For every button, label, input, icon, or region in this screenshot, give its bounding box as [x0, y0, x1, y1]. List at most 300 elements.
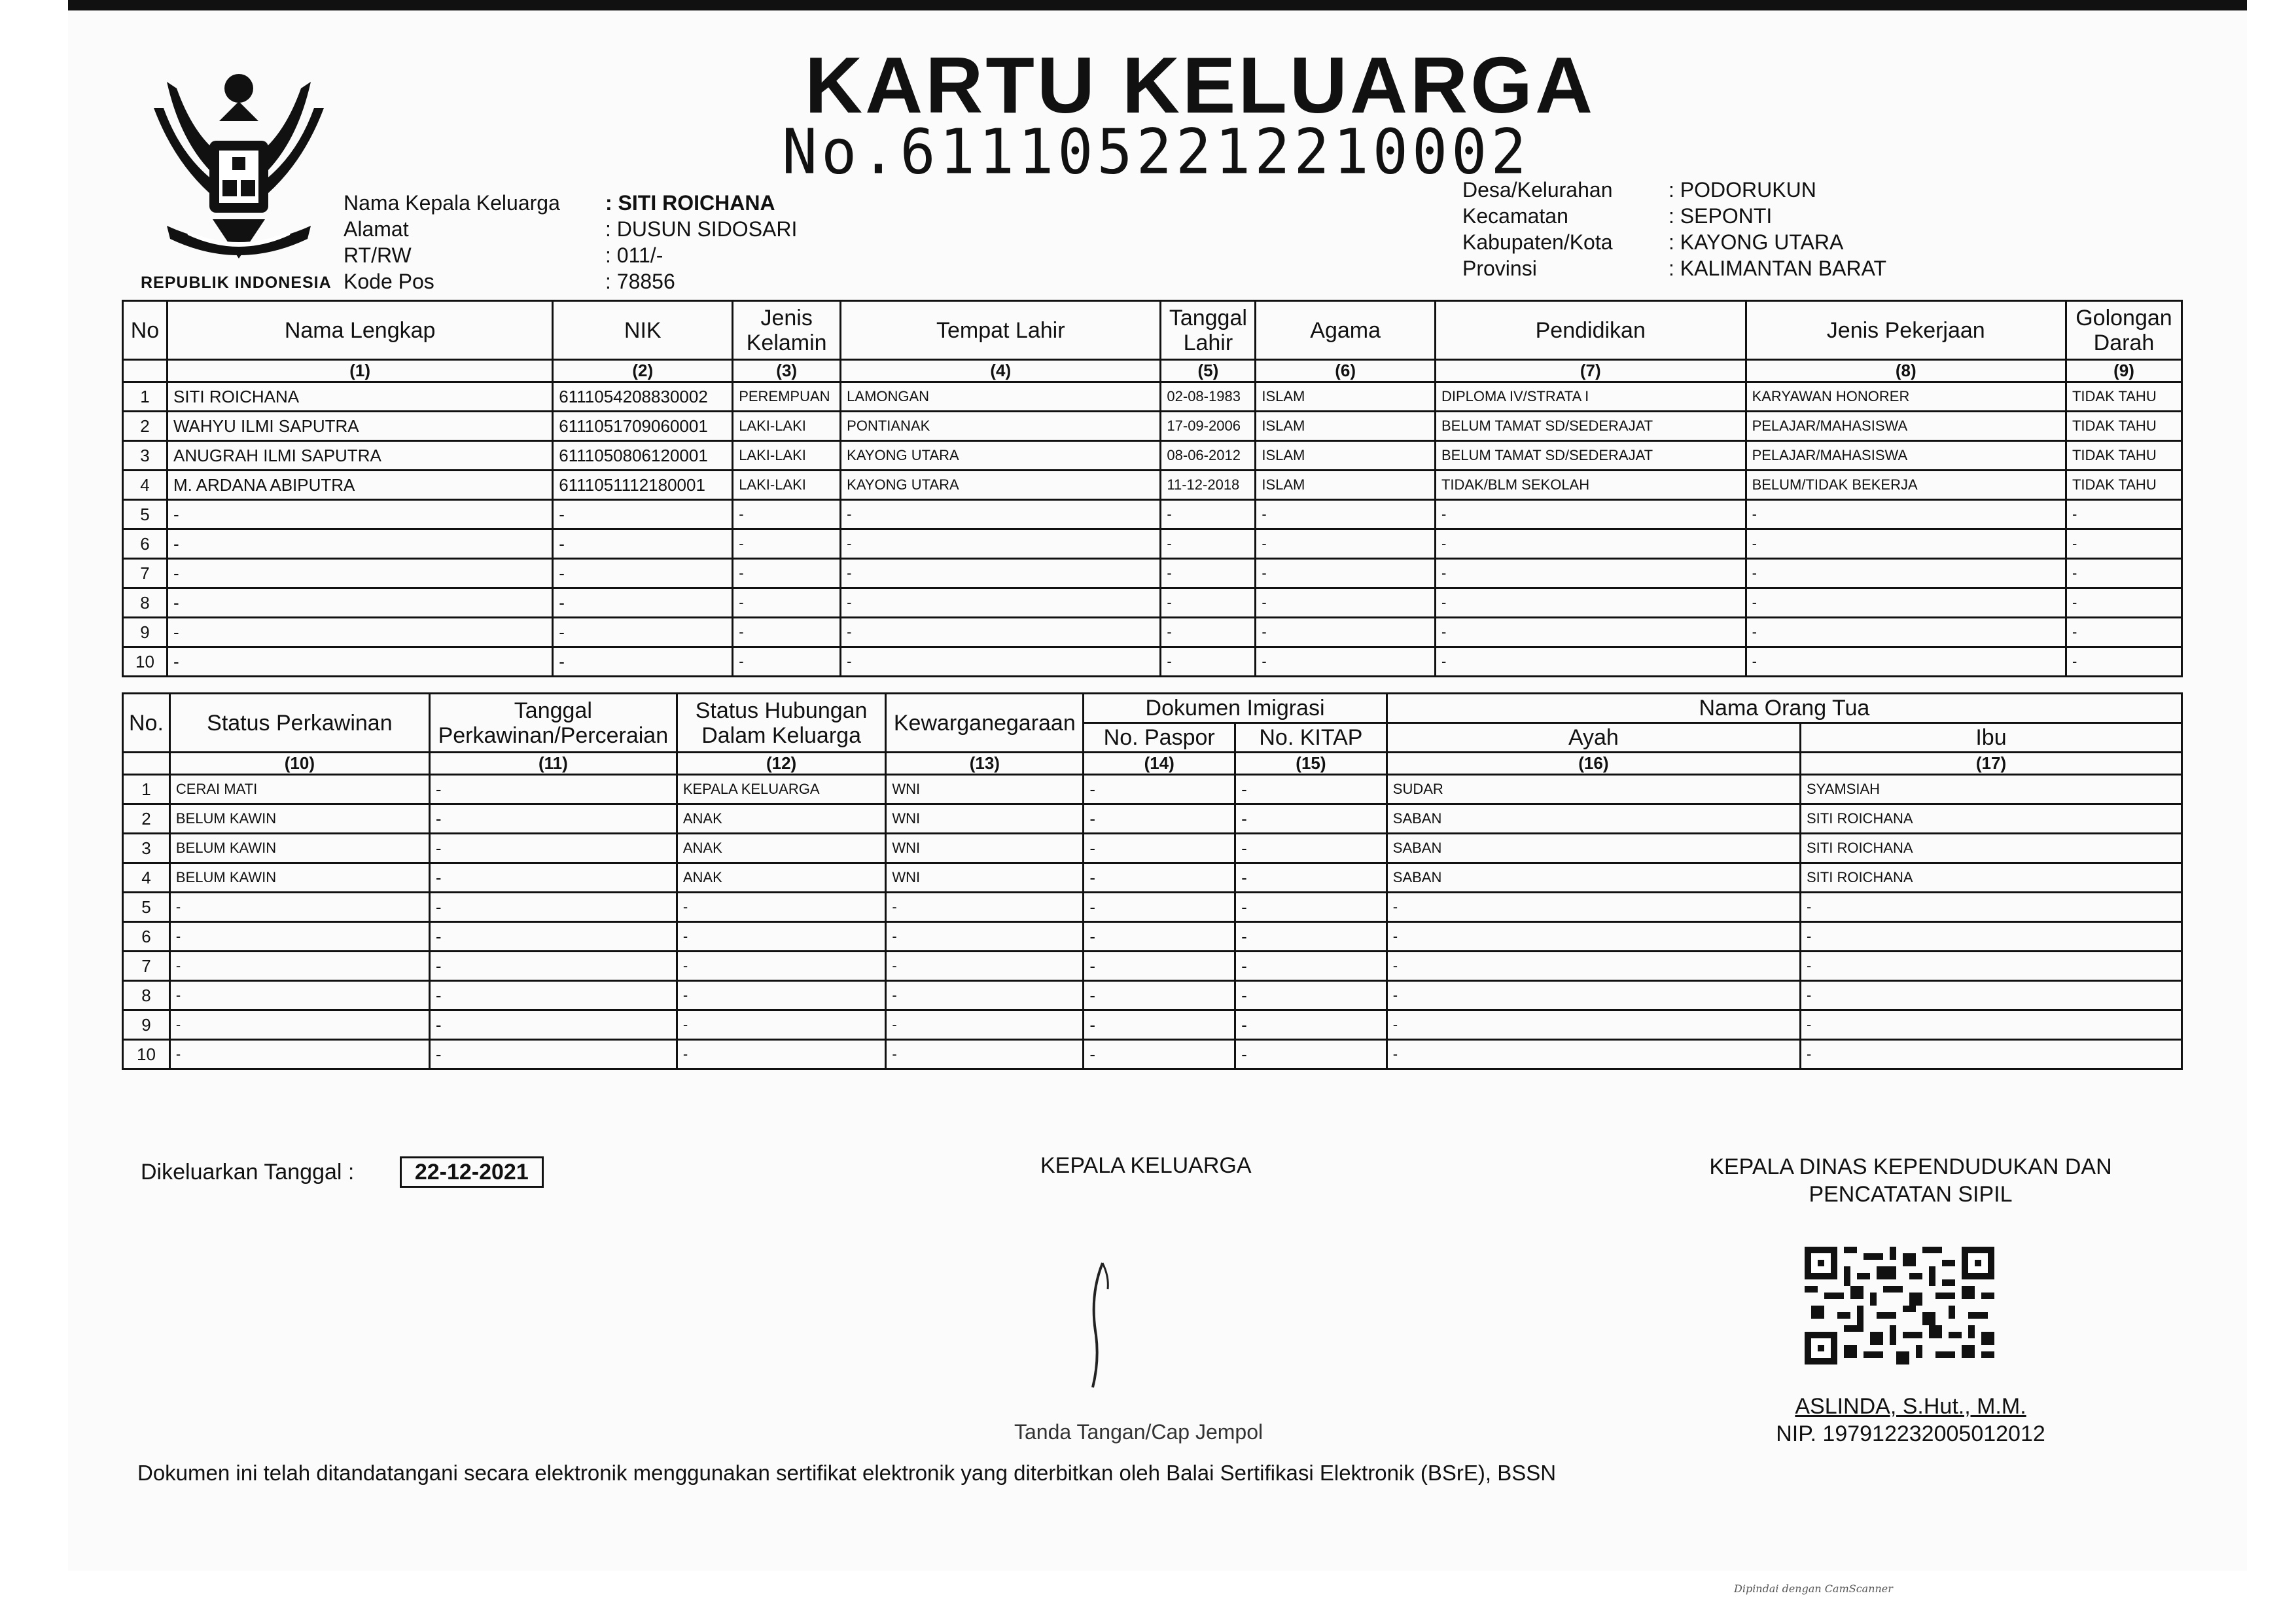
- document-number: No.6111052212210002: [782, 116, 1530, 188]
- column-number: (1): [167, 360, 552, 382]
- table-row: [123, 559, 2182, 588]
- header-pendidikan: Pendidikan: [1435, 301, 1746, 360]
- table-row: [123, 588, 2182, 618]
- table-cell: -: [733, 559, 841, 588]
- table-cell: BELUM KAWIN: [169, 804, 429, 834]
- family-status-table: [122, 692, 2183, 1070]
- table1-header-row: [123, 301, 2182, 360]
- column-number: (6): [1256, 360, 1436, 382]
- table-cell: -: [2066, 559, 2181, 588]
- info-label: Nama Kepala Keluarga: [344, 191, 560, 215]
- info-row-provinsi: [1462, 255, 1886, 281]
- table-row: [123, 775, 2182, 804]
- table-cell: SITI ROICHANA: [167, 382, 552, 412]
- table-cell: 7: [123, 952, 170, 981]
- table-row: [123, 981, 2182, 1010]
- column-number: (5): [1161, 360, 1256, 382]
- info-label: Desa/Kelurahan: [1462, 178, 1613, 202]
- table-cell: 4: [123, 471, 168, 500]
- table-cell: 17-09-2006: [1161, 412, 1256, 441]
- info-label: RT/RW: [344, 243, 412, 267]
- header-pekerjaan: Jenis Pekerjaan: [1746, 301, 2066, 360]
- table-cell: 6111054208830002: [553, 382, 733, 412]
- info-label: Kode Pos: [344, 270, 434, 293]
- table-cell: PELAJAR/MAHASISWA: [1746, 412, 2066, 441]
- garuda-emblem-icon: [141, 62, 337, 272]
- header-no: No.: [123, 694, 170, 753]
- table-cell: KAYONG UTARA: [841, 441, 1161, 471]
- dinas-line-1: KEPALA DINAS KEPENDUDUKAN DAN: [1709, 1154, 2112, 1179]
- table-row: [123, 382, 2182, 412]
- table-cell: -: [1801, 1010, 2182, 1040]
- table-cell: 08-06-2012: [1161, 441, 1256, 471]
- header-nama-orang-tua: Nama Orang Tua: [1386, 694, 2181, 723]
- table-cell: BELUM TAMAT SD/SEDERAJAT: [1435, 441, 1746, 471]
- column-number: (15): [1235, 753, 1387, 775]
- column-number: (9): [2066, 360, 2181, 382]
- table-cell: -: [167, 618, 552, 647]
- table-cell: PEREMPUAN: [733, 382, 841, 412]
- table-cell: TIDAK TAHU: [2066, 441, 2181, 471]
- table-cell: 5: [123, 500, 168, 529]
- table-cell: TIDAK/BLM SEKOLAH: [1435, 471, 1746, 500]
- document-title: KARTU KELUARGA: [805, 41, 1596, 130]
- table-cell: -: [841, 647, 1161, 677]
- table-row: [123, 441, 2182, 471]
- table-cell: SABAN: [1386, 804, 1800, 834]
- table-cell: 5: [123, 893, 170, 922]
- emblem-caption: REPUBLIK INDONESIA: [141, 274, 332, 292]
- table-cell: 6111051112180001: [553, 471, 733, 500]
- table-row: [123, 1040, 2182, 1069]
- info-value: : SEPONTI: [1669, 204, 1773, 228]
- table-cell: -: [169, 1010, 429, 1040]
- table-cell: -: [1256, 588, 1436, 618]
- column-number: (11): [429, 753, 677, 775]
- table-cell: -: [169, 981, 429, 1010]
- table-cell: -: [733, 647, 841, 677]
- header-ibu: Ibu: [1801, 723, 2182, 753]
- table-cell: -: [841, 618, 1161, 647]
- issued-label: Dikeluarkan Tanggal :: [141, 1160, 355, 1185]
- table-cell: -: [1235, 893, 1387, 922]
- table-cell: BELUM KAWIN: [169, 834, 429, 863]
- table-cell: TIDAK TAHU: [2066, 382, 2181, 412]
- table-cell: BELUM/TIDAK BEKERJA: [1746, 471, 2066, 500]
- table-row: [123, 647, 2182, 677]
- table-cell: TIDAK TAHU: [2066, 412, 2181, 441]
- column-number: (16): [1386, 753, 1800, 775]
- table-cell: -: [1746, 588, 2066, 618]
- column-number: (14): [1084, 753, 1235, 775]
- info-row-kodepos: [344, 268, 797, 294]
- table-cell: -: [1084, 981, 1235, 1010]
- header-nik: NIK: [553, 301, 733, 360]
- info-row-kabupaten: [1462, 229, 1886, 255]
- table-cell: -: [1235, 952, 1387, 981]
- header-dokumen-imigrasi: Dokumen Imigrasi: [1084, 694, 1386, 723]
- column-number: (12): [677, 753, 886, 775]
- table-cell: WAHYU ILMI SAPUTRA: [167, 412, 552, 441]
- table-cell: -: [1435, 588, 1746, 618]
- table-cell: -: [1084, 834, 1235, 863]
- table-cell: DIPLOMA IV/STRATA I: [1435, 382, 1746, 412]
- column-number: (2): [553, 360, 733, 382]
- table-cell: 6111051709060001: [553, 412, 733, 441]
- table-cell: CERAI MATI: [169, 775, 429, 804]
- table-cell: -: [2066, 588, 2181, 618]
- table-cell: -: [1084, 775, 1235, 804]
- table-cell: -: [1161, 500, 1256, 529]
- dinas-title: [1682, 1153, 2140, 1208]
- table-cell: 3: [123, 441, 168, 471]
- table-cell: KARYAWAN HONORER: [1746, 382, 2066, 412]
- table-cell: -: [167, 588, 552, 618]
- table-cell: LAKI-LAKI: [733, 412, 841, 441]
- family-members-table: [122, 300, 2183, 677]
- table-cell: -: [429, 893, 677, 922]
- table-cell: -: [2066, 500, 2181, 529]
- table-cell: -: [1084, 1010, 1235, 1040]
- table-cell: -: [1746, 618, 2066, 647]
- table-cell: SITI ROICHANA: [1801, 834, 2182, 863]
- table-cell: KEPALA KELUARGA: [677, 775, 886, 804]
- table-cell: -: [1801, 952, 2182, 981]
- header-status-perkawinan: Status Perkawinan: [169, 694, 429, 753]
- table-cell: BELUM KAWIN: [169, 863, 429, 893]
- table-cell: -: [1435, 500, 1746, 529]
- signature-caption: Tanda Tangan/Cap Jempol: [1014, 1420, 1263, 1444]
- table-cell: -: [429, 804, 677, 834]
- table-row: [123, 834, 2182, 863]
- table-cell: 02-08-1983: [1161, 382, 1256, 412]
- info-value: : PODORUKUN: [1669, 178, 1816, 202]
- table-cell: ISLAM: [1256, 441, 1436, 471]
- table-cell: 10: [123, 1040, 170, 1069]
- table-row: [123, 893, 2182, 922]
- column-number: (17): [1801, 753, 2182, 775]
- table-cell: -: [1386, 981, 1800, 1010]
- header-kewarganegaraan: Kewarganegaraan: [886, 694, 1084, 753]
- table-cell: -: [1746, 647, 2066, 677]
- table-cell: -: [1256, 529, 1436, 559]
- table-cell: -: [1801, 1040, 2182, 1069]
- table-cell: -: [553, 618, 733, 647]
- table-cell: WNI: [886, 863, 1084, 893]
- table-cell: -: [2066, 618, 2181, 647]
- table-cell: SUDAR: [1386, 775, 1800, 804]
- table-cell: -: [553, 647, 733, 677]
- table-cell: -: [1256, 500, 1436, 529]
- info-value: : DUSUN SIDOSARI: [605, 217, 798, 241]
- dinas-line-2: PENCATATAN SIPIL: [1809, 1182, 2013, 1207]
- electronic-signature-statement: Dokumen ini telah ditandatangani secara elektronik menggunakan sertifikat elektronik yang diterbitkan oleh Balai Sertifikasi Elektronik (BSrE), BSSN: [137, 1461, 1557, 1485]
- table-cell: 2: [123, 804, 170, 834]
- table-cell: -: [167, 529, 552, 559]
- table-row: [123, 1010, 2182, 1040]
- table-row: [123, 952, 2182, 981]
- table-row: [123, 618, 2182, 647]
- head-info-left: [344, 190, 797, 294]
- table-cell: -: [1256, 618, 1436, 647]
- table-cell: -: [1435, 647, 1746, 677]
- table-cell: -: [429, 1010, 677, 1040]
- table-cell: -: [1161, 559, 1256, 588]
- table-cell: -: [1084, 804, 1235, 834]
- table-cell: -: [1801, 893, 2182, 922]
- table-cell: -: [1386, 893, 1800, 922]
- table-cell: -: [1084, 1040, 1235, 1069]
- table-cell: -: [169, 893, 429, 922]
- table-cell: -: [886, 922, 1084, 952]
- table-cell: -: [733, 618, 841, 647]
- table-cell: -: [1235, 1010, 1387, 1040]
- header-nama: Nama Lengkap: [167, 301, 552, 360]
- header-golongan-darah: Golongan Darah: [2066, 301, 2181, 360]
- table-cell: ISLAM: [1256, 412, 1436, 441]
- table-cell: -: [553, 588, 733, 618]
- table-cell: ANUGRAH ILMI SAPUTRA: [167, 441, 552, 471]
- signature-stroke: [1083, 1257, 1122, 1400]
- table-cell: -: [677, 981, 886, 1010]
- table-cell: -: [677, 1010, 886, 1040]
- table-cell: LAKI-LAKI: [733, 471, 841, 500]
- table-cell: -: [1746, 529, 2066, 559]
- table-cell: -: [1386, 1010, 1800, 1040]
- info-row-rtrw: [344, 242, 797, 268]
- table-cell: -: [1435, 529, 1746, 559]
- table-cell: -: [841, 559, 1161, 588]
- table-cell: PONTIANAK: [841, 412, 1161, 441]
- column-number: (4): [841, 360, 1161, 382]
- table-row: [123, 922, 2182, 952]
- table-cell: -: [1746, 559, 2066, 588]
- table-cell: -: [886, 952, 1084, 981]
- table-cell: -: [429, 1040, 677, 1069]
- table-cell: -: [733, 529, 841, 559]
- table-cell: ANAK: [677, 863, 886, 893]
- table-cell: -: [429, 834, 677, 863]
- table-cell: -: [2066, 529, 2181, 559]
- info-label: Provinsi: [1462, 257, 1537, 280]
- table-cell: -: [429, 981, 677, 1010]
- column-number: (10): [169, 753, 429, 775]
- info-row-kecamatan: [1462, 203, 1886, 229]
- official-nip: NIP. 197912232005012012: [1776, 1421, 2045, 1446]
- table-cell: 2: [123, 412, 168, 441]
- table-cell: -: [1256, 647, 1436, 677]
- table-cell: -: [1235, 981, 1387, 1010]
- table-cell: -: [1386, 952, 1800, 981]
- scanner-watermark: Dipindai dengan CamScanner: [1734, 1582, 1893, 1595]
- table-cell: ISLAM: [1256, 471, 1436, 500]
- table-cell: -: [1435, 559, 1746, 588]
- table-row: [123, 500, 2182, 529]
- table-cell: -: [733, 588, 841, 618]
- table-cell: TIDAK TAHU: [2066, 471, 2181, 500]
- table-row: [123, 471, 2182, 500]
- column-number: (3): [733, 360, 841, 382]
- info-row-alamat: [344, 216, 797, 242]
- table-cell: -: [553, 559, 733, 588]
- table-row: [123, 804, 2182, 834]
- table-cell: 10: [123, 647, 168, 677]
- table-cell: -: [167, 559, 552, 588]
- table-cell: WNI: [886, 775, 1084, 804]
- table-cell: -: [677, 893, 886, 922]
- table-cell: -: [677, 922, 886, 952]
- table-cell: -: [1386, 1040, 1800, 1069]
- header-no-paspor: No. Paspor: [1084, 723, 1235, 753]
- table-cell: 4: [123, 863, 170, 893]
- info-label: Kabupaten/Kota: [1462, 230, 1613, 254]
- table-cell: BELUM TAMAT SD/SEDERAJAT: [1435, 412, 1746, 441]
- column-number-row: [123, 360, 2182, 382]
- column-number: (13): [886, 753, 1084, 775]
- header-ayah: Ayah: [1386, 723, 1800, 753]
- table-cell: -: [1161, 647, 1256, 677]
- table-cell: -: [1084, 952, 1235, 981]
- table-cell: -: [1161, 529, 1256, 559]
- table-cell: ANAK: [677, 804, 886, 834]
- table-cell: -: [677, 952, 886, 981]
- table-cell: 6111050806120001: [553, 441, 733, 471]
- table-cell: -: [886, 981, 1084, 1010]
- scan-edge: [68, 0, 2247, 10]
- table-cell: -: [1801, 922, 2182, 952]
- column-number: [123, 753, 170, 775]
- info-value: : 011/-: [605, 243, 663, 267]
- info-row-desa: [1462, 177, 1886, 203]
- table-cell: ANAK: [677, 834, 886, 863]
- info-value: : SITI ROICHANA: [605, 191, 775, 215]
- table-cell: -: [169, 922, 429, 952]
- table-cell: -: [1235, 775, 1387, 804]
- table-cell: -: [429, 863, 677, 893]
- header-jenis-kelamin: Jenis Kelamin: [733, 301, 841, 360]
- table-cell: -: [1084, 893, 1235, 922]
- table-cell: -: [167, 647, 552, 677]
- table-cell: -: [1235, 863, 1387, 893]
- info-label: Alamat: [344, 217, 409, 241]
- table-cell: -: [1084, 863, 1235, 893]
- table-cell: -: [429, 922, 677, 952]
- table-cell: -: [167, 500, 552, 529]
- info-value: : KAYONG UTARA: [1669, 230, 1844, 254]
- head-info-right: [1462, 177, 1886, 281]
- table-cell: SYAMSIAH: [1801, 775, 2182, 804]
- official-block: [1682, 1393, 2140, 1448]
- table-cell: 7: [123, 559, 168, 588]
- table-cell: 11-12-2018: [1161, 471, 1256, 500]
- table-cell: 1: [123, 775, 170, 804]
- table-cell: -: [553, 529, 733, 559]
- table-cell: SITI ROICHANA: [1801, 804, 2182, 834]
- header-no: No: [123, 301, 168, 360]
- table-cell: -: [553, 500, 733, 529]
- header-tanggal-perkawinan: Tanggal Perkawinan/Perceraian: [429, 694, 677, 753]
- table-cell: -: [841, 588, 1161, 618]
- table-cell: -: [1801, 981, 2182, 1010]
- table-cell: -: [886, 1010, 1084, 1040]
- header-agama: Agama: [1256, 301, 1436, 360]
- table-cell: M. ARDANA ABIPUTRA: [167, 471, 552, 500]
- info-value: : 78856: [605, 270, 675, 293]
- table-cell: -: [886, 893, 1084, 922]
- table-cell: -: [1435, 618, 1746, 647]
- table-cell: LAKI-LAKI: [733, 441, 841, 471]
- column-number: [123, 360, 168, 382]
- table-cell: -: [169, 952, 429, 981]
- table-cell: 9: [123, 1010, 170, 1040]
- table-cell: KAYONG UTARA: [841, 471, 1161, 500]
- column-number: (7): [1435, 360, 1746, 382]
- table-cell: -: [1256, 559, 1436, 588]
- table-row: [123, 529, 2182, 559]
- info-label: Kecamatan: [1462, 204, 1568, 228]
- qr-code-icon: [1805, 1247, 1994, 1364]
- official-name: ASLINDA, S.Hut., M.M.: [1795, 1394, 2026, 1419]
- table-cell: -: [429, 952, 677, 981]
- table-cell: -: [677, 1040, 886, 1069]
- table-cell: -: [841, 529, 1161, 559]
- table-cell: -: [1161, 618, 1256, 647]
- table-cell: -: [1235, 922, 1387, 952]
- table-cell: -: [2066, 647, 2181, 677]
- column-number-row: [123, 753, 2182, 775]
- header-status-hubungan: Status Hubungan Dalam Keluarga: [677, 694, 886, 753]
- table-cell: ISLAM: [1256, 382, 1436, 412]
- table-cell: -: [1235, 804, 1387, 834]
- table-cell: -: [429, 775, 677, 804]
- issued-block: [141, 1160, 544, 1185]
- table-cell: SITI ROICHANA: [1801, 863, 2182, 893]
- header-tempat-lahir: Tempat Lahir: [841, 301, 1161, 360]
- table-cell: 6: [123, 529, 168, 559]
- kepala-keluarga-label: KEPALA KELUARGA: [1040, 1153, 1252, 1178]
- table-cell: 8: [123, 981, 170, 1010]
- table-cell: -: [1084, 922, 1235, 952]
- table-cell: LAMONGAN: [841, 382, 1161, 412]
- table-cell: PELAJAR/MAHASISWA: [1746, 441, 2066, 471]
- table-cell: 9: [123, 618, 168, 647]
- table-cell: WNI: [886, 804, 1084, 834]
- table-row: [123, 863, 2182, 893]
- table-cell: -: [733, 500, 841, 529]
- table-cell: SABAN: [1386, 863, 1800, 893]
- header-no-kitap: No. KITAP: [1235, 723, 1387, 753]
- table-cell: SABAN: [1386, 834, 1800, 863]
- table-cell: -: [841, 500, 1161, 529]
- table-cell: 3: [123, 834, 170, 863]
- header-tanggal-lahir: Tanggal Lahir: [1161, 301, 1256, 360]
- table-cell: -: [1161, 588, 1256, 618]
- info-value: : KALIMANTAN BARAT: [1669, 257, 1887, 280]
- table-row: [123, 412, 2182, 441]
- table-cell: -: [886, 1040, 1084, 1069]
- issued-date: 22-12-2021: [400, 1156, 544, 1188]
- table-cell: WNI: [886, 834, 1084, 863]
- table-cell: -: [1235, 1040, 1387, 1069]
- info-row-kepala: [344, 190, 797, 216]
- table-cell: -: [1746, 500, 2066, 529]
- table-cell: 6: [123, 922, 170, 952]
- table-cell: -: [169, 1040, 429, 1069]
- table-cell: 8: [123, 588, 168, 618]
- table-cell: -: [1235, 834, 1387, 863]
- table2-header-row-1: [123, 694, 2182, 723]
- table-cell: -: [1386, 922, 1800, 952]
